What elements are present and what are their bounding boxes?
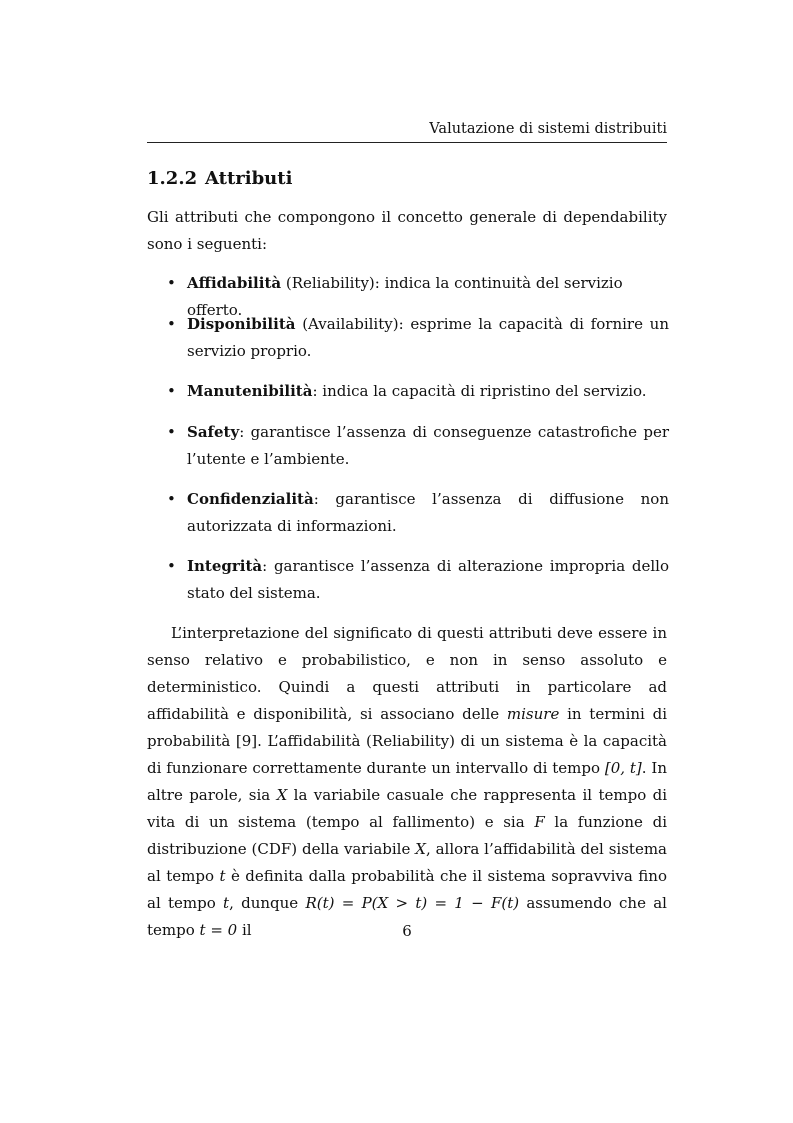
list-item-term: Disponibilità	[187, 315, 296, 333]
list-item-description: (Reliability): indica la continuità del servizio offerto.	[187, 274, 623, 319]
list-item-text	[187, 311, 669, 365]
body-text: assumendo che al tempo	[147, 894, 667, 939]
math-interval: [0, t]	[604, 759, 642, 777]
body-text: la funzione di distribuzione (CDF) della variabile	[147, 813, 667, 858]
body-text: L’interpretazione del significato di questi attributi deve essere in senso relativo e probabilistico, e non in senso assoluto e deterministico. Quindi a questi attributi in particolare ad affidabilità e disponibilità, si associano delle	[147, 624, 667, 723]
list-item-description: : garantisce l’assenza di conseguenze catastrofiche per l’utente e l’ambiente.	[187, 423, 669, 468]
math-variable: t	[219, 867, 226, 885]
body-text: , dunque	[229, 894, 306, 912]
list-item	[147, 486, 667, 540]
list-item	[147, 419, 667, 473]
running-header: Valutazione di sistemi distribuiti	[429, 121, 667, 137]
bullet-icon: •	[167, 557, 176, 575]
list-item	[147, 378, 667, 405]
intro-paragraph: Gli attributi che compongono il concetto generale di dependability sono i seguenti:	[147, 208, 667, 253]
list-item	[147, 311, 667, 365]
body-text: in termini di probabilità [9]. L’affidabilità (Reliability) di un sistema è la capacità di funzionare correttamente durante un intervallo di tempo	[147, 705, 668, 777]
list-item-text	[187, 553, 669, 607]
list-item-term: Safety	[187, 423, 240, 441]
body-text: , allora l’affidabilità del sistema al tempo	[147, 840, 667, 885]
emphasis-text: misure	[506, 705, 560, 723]
list-item-term: Confidenzialità	[187, 490, 314, 508]
math-formula: R(t) = P(X > t) = 1 − F(t)	[305, 894, 520, 912]
list-item-term: Affidabilità	[187, 274, 282, 292]
body-text: il	[237, 921, 252, 939]
bullet-icon: •	[167, 315, 176, 333]
math-expression: t = 0	[199, 921, 238, 939]
bullet-icon: •	[167, 382, 176, 400]
list-item-term: Manutenibilità	[187, 382, 313, 400]
bullet-icon: •	[167, 423, 176, 441]
math-variable: X	[415, 840, 426, 858]
bullet-icon: •	[167, 274, 176, 292]
section-title: Attributi	[205, 168, 293, 189]
list-item-description: : indica la capacità di ripristino del servizio.	[312, 382, 647, 400]
bullet-icon: •	[167, 490, 176, 508]
body-text: è definita dalla probabilità che il sistema sopravviva fino al tempo	[147, 867, 667, 912]
body-text: . In altre parole, sia	[147, 759, 667, 804]
list-item-term: Integrità	[187, 557, 263, 575]
list-item-description: (Availability): esprime la capacità di fornire un servizio proprio.	[187, 315, 669, 360]
section-heading	[147, 168, 292, 189]
body-text: la variabile casuale che rappresenta il tempo di vita di un sistema (tempo al fallimento) e sia	[147, 786, 667, 831]
math-variable: t	[223, 894, 230, 912]
list-item	[147, 553, 667, 607]
list-item-text	[187, 486, 669, 540]
list-item-text	[187, 419, 669, 473]
list-item-text	[187, 378, 669, 405]
section-number: 1.2.2	[147, 168, 198, 189]
header-rule	[147, 142, 667, 143]
math-variable: F	[534, 813, 545, 831]
math-variable: X	[276, 786, 288, 804]
page-number: 6	[402, 922, 412, 940]
list-item-description: : garantisce l’assenza di alterazione impropria dello stato del sistema.	[187, 557, 669, 602]
list-item-description: : garantisce l’assenza di diffusione non autorizzata di informazioni.	[187, 490, 669, 535]
body-paragraph	[147, 620, 667, 944]
